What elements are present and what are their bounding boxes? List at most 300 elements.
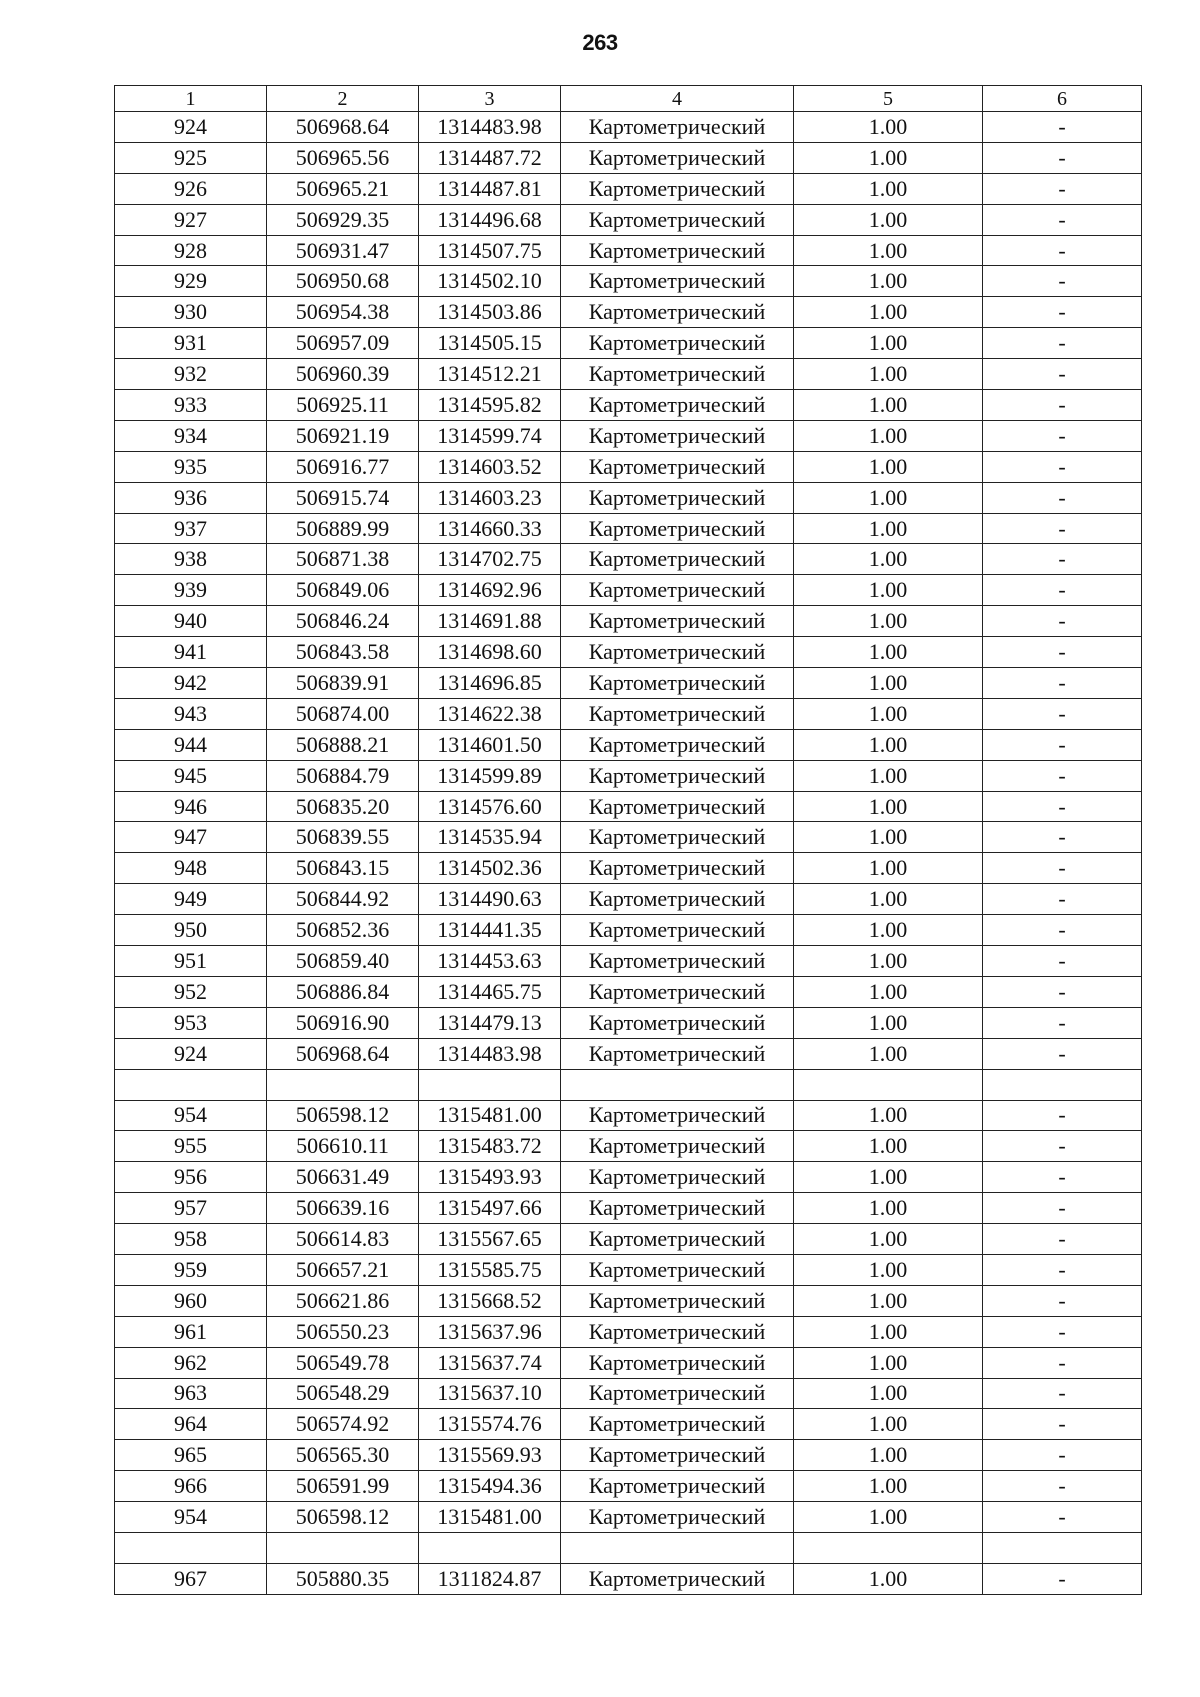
accuracy-cell: 1.00 <box>794 204 983 235</box>
x-coordinate-cell: 506835.20 <box>267 791 419 822</box>
table-row <box>115 1131 1142 1162</box>
header-col-3: 3 <box>419 86 561 112</box>
accuracy-cell: 1.00 <box>794 822 983 853</box>
accuracy-cell: 1.00 <box>794 1471 983 1502</box>
y-coordinate-cell: 1315668.52 <box>419 1285 561 1316</box>
x-coordinate-cell: 506968.64 <box>267 112 419 143</box>
y-coordinate-cell: 1314599.89 <box>419 760 561 791</box>
accuracy-cell: 1.00 <box>794 297 983 328</box>
description-cell: - <box>983 1563 1142 1594</box>
point-number-cell: 943 <box>115 698 267 729</box>
method-cell: Картометрический <box>561 668 794 699</box>
x-coordinate-cell: 506965.56 <box>267 142 419 173</box>
method-cell: Картометрический <box>561 637 794 668</box>
x-coordinate-cell: 506916.77 <box>267 451 419 482</box>
method-cell: Картометрический <box>561 884 794 915</box>
description-cell: - <box>983 112 1142 143</box>
table-row <box>115 142 1142 173</box>
x-coordinate-cell: 506549.78 <box>267 1347 419 1378</box>
method-cell: Картометрический <box>561 698 794 729</box>
x-coordinate-cell: 506925.11 <box>267 390 419 421</box>
accuracy-cell <box>794 1532 983 1563</box>
point-number-cell: 937 <box>115 513 267 544</box>
accuracy-cell: 1.00 <box>794 420 983 451</box>
header-col-6: 6 <box>983 86 1142 112</box>
y-coordinate-cell: 1314622.38 <box>419 698 561 729</box>
table-row <box>115 173 1142 204</box>
description-cell <box>983 1069 1142 1100</box>
point-number-cell: 931 <box>115 328 267 359</box>
table-row <box>115 976 1142 1007</box>
table-header <box>115 86 1142 112</box>
description-cell: - <box>983 1193 1142 1224</box>
accuracy-cell: 1.00 <box>794 791 983 822</box>
x-coordinate-cell: 506657.21 <box>267 1254 419 1285</box>
accuracy-cell: 1.00 <box>794 915 983 946</box>
description-cell: - <box>983 1471 1142 1502</box>
description-cell: - <box>983 451 1142 482</box>
point-number-cell: 956 <box>115 1162 267 1193</box>
method-cell: Картометрический <box>561 544 794 575</box>
table-row <box>115 822 1142 853</box>
accuracy-cell: 1.00 <box>794 1224 983 1255</box>
y-coordinate-cell: 1314696.85 <box>419 668 561 699</box>
y-coordinate-cell: 1315637.96 <box>419 1316 561 1347</box>
x-coordinate-cell: 506886.84 <box>267 976 419 1007</box>
y-coordinate-cell: 1315494.36 <box>419 1471 561 1502</box>
x-coordinate-cell: 506950.68 <box>267 266 419 297</box>
table-row <box>115 297 1142 328</box>
x-coordinate-cell: 506565.30 <box>267 1440 419 1471</box>
accuracy-cell: 1.00 <box>794 1007 983 1038</box>
point-number-cell: 945 <box>115 760 267 791</box>
table-row <box>115 482 1142 513</box>
method-cell: Картометрический <box>561 482 794 513</box>
point-number-cell: 965 <box>115 1440 267 1471</box>
description-cell: - <box>983 1316 1142 1347</box>
accuracy-cell: 1.00 <box>794 112 983 143</box>
y-coordinate-cell: 1314487.72 <box>419 142 561 173</box>
description-cell: - <box>983 420 1142 451</box>
table-row <box>115 1069 1142 1100</box>
y-coordinate-cell: 1314601.50 <box>419 729 561 760</box>
x-coordinate-cell: 506915.74 <box>267 482 419 513</box>
description-cell: - <box>983 760 1142 791</box>
table-row <box>115 1285 1142 1316</box>
x-coordinate-cell <box>267 1532 419 1563</box>
y-coordinate-cell: 1314502.10 <box>419 266 561 297</box>
description-cell: - <box>983 173 1142 204</box>
x-coordinate-cell: 506954.38 <box>267 297 419 328</box>
y-coordinate-cell: 1315574.76 <box>419 1409 561 1440</box>
table-row <box>115 1316 1142 1347</box>
method-cell: Картометрический <box>561 1131 794 1162</box>
point-number-cell: 963 <box>115 1378 267 1409</box>
y-coordinate-cell: 1315569.93 <box>419 1440 561 1471</box>
method-cell <box>561 1069 794 1100</box>
accuracy-cell: 1.00 <box>794 390 983 421</box>
description-cell: - <box>983 791 1142 822</box>
x-coordinate-cell: 506598.12 <box>267 1100 419 1131</box>
description-cell: - <box>983 297 1142 328</box>
method-cell: Картометрический <box>561 575 794 606</box>
y-coordinate-cell: 1314487.81 <box>419 173 561 204</box>
method-cell: Картометрический <box>561 853 794 884</box>
table-row <box>115 513 1142 544</box>
method-cell: Картометрический <box>561 142 794 173</box>
accuracy-cell: 1.00 <box>794 235 983 266</box>
y-coordinate-cell: 1314441.35 <box>419 915 561 946</box>
description-cell: - <box>983 544 1142 575</box>
table-row <box>115 1347 1142 1378</box>
description-cell: - <box>983 1347 1142 1378</box>
point-number-cell: 940 <box>115 606 267 637</box>
point-number-cell: 950 <box>115 915 267 946</box>
description-cell: - <box>983 482 1142 513</box>
point-number-cell <box>115 1069 267 1100</box>
y-coordinate-cell: 1315585.75 <box>419 1254 561 1285</box>
method-cell: Картометрический <box>561 1038 794 1069</box>
table-row <box>115 544 1142 575</box>
point-number-cell: 926 <box>115 173 267 204</box>
point-number-cell: 953 <box>115 1007 267 1038</box>
point-number-cell: 944 <box>115 729 267 760</box>
accuracy-cell: 1.00 <box>794 1254 983 1285</box>
x-coordinate-cell: 505880.35 <box>267 1563 419 1594</box>
method-cell: Картометрический <box>561 390 794 421</box>
y-coordinate-cell: 1314660.33 <box>419 513 561 544</box>
method-cell: Картометрический <box>561 1440 794 1471</box>
accuracy-cell: 1.00 <box>794 1409 983 1440</box>
method-cell: Картометрический <box>561 1316 794 1347</box>
x-coordinate-cell: 506598.12 <box>267 1502 419 1533</box>
method-cell: Картометрический <box>561 1162 794 1193</box>
header-col-1: 1 <box>115 86 267 112</box>
description-cell: - <box>983 575 1142 606</box>
description-cell: - <box>983 204 1142 235</box>
y-coordinate-cell: 1315493.93 <box>419 1162 561 1193</box>
y-coordinate-cell: 1314507.75 <box>419 235 561 266</box>
method-cell: Картометрический <box>561 297 794 328</box>
point-number-cell: 962 <box>115 1347 267 1378</box>
method-cell: Картометрический <box>561 1285 794 1316</box>
table-row <box>115 606 1142 637</box>
point-number-cell: 966 <box>115 1471 267 1502</box>
description-cell: - <box>983 1440 1142 1471</box>
accuracy-cell: 1.00 <box>794 1162 983 1193</box>
table-row <box>115 1378 1142 1409</box>
description-cell: - <box>983 884 1142 915</box>
x-coordinate-cell: 506888.21 <box>267 729 419 760</box>
point-number-cell: 961 <box>115 1316 267 1347</box>
description-cell: - <box>983 698 1142 729</box>
x-coordinate-cell: 506621.86 <box>267 1285 419 1316</box>
table-row <box>115 112 1142 143</box>
description-cell: - <box>983 1038 1142 1069</box>
method-cell: Картометрический <box>561 1007 794 1038</box>
y-coordinate-cell: 1314479.13 <box>419 1007 561 1038</box>
x-coordinate-cell: 506852.36 <box>267 915 419 946</box>
method-cell: Картометрический <box>561 946 794 977</box>
accuracy-cell: 1.00 <box>794 513 983 544</box>
x-coordinate-cell: 506574.92 <box>267 1409 419 1440</box>
description-cell: - <box>983 1100 1142 1131</box>
y-coordinate-cell: 1314512.21 <box>419 359 561 390</box>
x-coordinate-cell: 506874.00 <box>267 698 419 729</box>
accuracy-cell: 1.00 <box>794 575 983 606</box>
table-row <box>115 1440 1142 1471</box>
x-coordinate-cell: 506957.09 <box>267 328 419 359</box>
accuracy-cell: 1.00 <box>794 266 983 297</box>
y-coordinate-cell: 1314483.98 <box>419 1038 561 1069</box>
point-number-cell: 929 <box>115 266 267 297</box>
point-number-cell: 955 <box>115 1131 267 1162</box>
method-cell: Картометрический <box>561 1502 794 1533</box>
table-row <box>115 1193 1142 1224</box>
y-coordinate-cell: 1315481.00 <box>419 1100 561 1131</box>
accuracy-cell: 1.00 <box>794 976 983 1007</box>
y-coordinate-cell: 1314465.75 <box>419 976 561 1007</box>
method-cell: Картометрический <box>561 1193 794 1224</box>
accuracy-cell: 1.00 <box>794 760 983 791</box>
point-number-cell: 925 <box>115 142 267 173</box>
coordinates-table <box>114 85 1142 1595</box>
point-number-cell: 949 <box>115 884 267 915</box>
description-cell: - <box>983 1162 1142 1193</box>
table-row <box>115 1254 1142 1285</box>
description-cell: - <box>983 1007 1142 1038</box>
description-cell <box>983 1532 1142 1563</box>
point-number-cell: 967 <box>115 1563 267 1594</box>
description-cell: - <box>983 668 1142 699</box>
accuracy-cell: 1.00 <box>794 853 983 884</box>
point-number-cell <box>115 1532 267 1563</box>
point-number-cell: 936 <box>115 482 267 513</box>
y-coordinate-cell: 1315567.65 <box>419 1224 561 1255</box>
y-coordinate-cell: 1315637.74 <box>419 1347 561 1378</box>
point-number-cell: 946 <box>115 791 267 822</box>
method-cell: Картометрический <box>561 760 794 791</box>
description-cell: - <box>983 946 1142 977</box>
method-cell: Картометрический <box>561 235 794 266</box>
y-coordinate-cell: 1314535.94 <box>419 822 561 853</box>
table-row <box>115 1471 1142 1502</box>
point-number-cell: 957 <box>115 1193 267 1224</box>
method-cell: Картометрический <box>561 606 794 637</box>
point-number-cell: 934 <box>115 420 267 451</box>
method-cell: Картометрический <box>561 204 794 235</box>
method-cell: Картометрический <box>561 729 794 760</box>
y-coordinate-cell: 1314490.63 <box>419 884 561 915</box>
table-row <box>115 915 1142 946</box>
method-cell: Картометрический <box>561 1347 794 1378</box>
method-cell: Картометрический <box>561 976 794 1007</box>
method-cell: Картометрический <box>561 1224 794 1255</box>
x-coordinate-cell: 506610.11 <box>267 1131 419 1162</box>
y-coordinate-cell: 1314483.98 <box>419 112 561 143</box>
table-row <box>115 1563 1142 1594</box>
table-row <box>115 946 1142 977</box>
y-coordinate-cell: 1314599.74 <box>419 420 561 451</box>
point-number-cell: 928 <box>115 235 267 266</box>
point-number-cell: 948 <box>115 853 267 884</box>
y-coordinate-cell: 1314502.36 <box>419 853 561 884</box>
x-coordinate-cell: 506921.19 <box>267 420 419 451</box>
description-cell: - <box>983 328 1142 359</box>
accuracy-cell: 1.00 <box>794 482 983 513</box>
accuracy-cell: 1.00 <box>794 451 983 482</box>
accuracy-cell: 1.00 <box>794 1285 983 1316</box>
point-number-cell: 927 <box>115 204 267 235</box>
y-coordinate-cell <box>419 1069 561 1100</box>
x-coordinate-cell: 506631.49 <box>267 1162 419 1193</box>
x-coordinate-cell: 506591.99 <box>267 1471 419 1502</box>
accuracy-cell: 1.00 <box>794 142 983 173</box>
y-coordinate-cell: 1314576.60 <box>419 791 561 822</box>
description-cell: - <box>983 853 1142 884</box>
method-cell: Картометрический <box>561 359 794 390</box>
x-coordinate-cell: 506968.64 <box>267 1038 419 1069</box>
y-coordinate-cell: 1314453.63 <box>419 946 561 977</box>
description-cell: - <box>983 235 1142 266</box>
y-coordinate-cell: 1314698.60 <box>419 637 561 668</box>
description-cell: - <box>983 142 1142 173</box>
description-cell: - <box>983 1285 1142 1316</box>
x-coordinate-cell: 506884.79 <box>267 760 419 791</box>
x-coordinate-cell: 506859.40 <box>267 946 419 977</box>
accuracy-cell: 1.00 <box>794 1378 983 1409</box>
method-cell: Картометрический <box>561 1409 794 1440</box>
x-coordinate-cell: 506550.23 <box>267 1316 419 1347</box>
description-cell: - <box>983 1224 1142 1255</box>
header-row <box>115 86 1142 112</box>
description-cell: - <box>983 606 1142 637</box>
y-coordinate-cell: 1315481.00 <box>419 1502 561 1533</box>
table-row <box>115 791 1142 822</box>
point-number-cell: 958 <box>115 1224 267 1255</box>
y-coordinate-cell: 1314691.88 <box>419 606 561 637</box>
table-row <box>115 266 1142 297</box>
accuracy-cell: 1.00 <box>794 606 983 637</box>
x-coordinate-cell: 506889.99 <box>267 513 419 544</box>
x-coordinate-cell: 506844.92 <box>267 884 419 915</box>
accuracy-cell: 1.00 <box>794 729 983 760</box>
method-cell: Картометрический <box>561 791 794 822</box>
method-cell: Картометрический <box>561 420 794 451</box>
accuracy-cell: 1.00 <box>794 1440 983 1471</box>
y-coordinate-cell: 1315637.10 <box>419 1378 561 1409</box>
accuracy-cell: 1.00 <box>794 173 983 204</box>
method-cell: Картометрический <box>561 1471 794 1502</box>
accuracy-cell: 1.00 <box>794 1131 983 1162</box>
description-cell: - <box>983 822 1142 853</box>
x-coordinate-cell: 506871.38 <box>267 544 419 575</box>
table-body <box>115 112 1142 1595</box>
accuracy-cell: 1.00 <box>794 1347 983 1378</box>
accuracy-cell: 1.00 <box>794 1563 983 1594</box>
page-number: 263 <box>582 30 618 55</box>
point-number-cell: 924 <box>115 1038 267 1069</box>
point-number-cell: 964 <box>115 1409 267 1440</box>
method-cell: Картометрический <box>561 513 794 544</box>
x-coordinate-cell: 506931.47 <box>267 235 419 266</box>
y-coordinate-cell: 1314603.23 <box>419 482 561 513</box>
table-row <box>115 359 1142 390</box>
table-row <box>115 328 1142 359</box>
point-number-cell: 941 <box>115 637 267 668</box>
method-cell: Картометрический <box>561 328 794 359</box>
method-cell: Картометрический <box>561 173 794 204</box>
accuracy-cell: 1.00 <box>794 544 983 575</box>
method-cell: Картометрический <box>561 822 794 853</box>
accuracy-cell: 1.00 <box>794 946 983 977</box>
table-row <box>115 1100 1142 1131</box>
description-cell: - <box>983 390 1142 421</box>
accuracy-cell: 1.00 <box>794 884 983 915</box>
description-cell: - <box>983 915 1142 946</box>
description-cell: - <box>983 1254 1142 1285</box>
y-coordinate-cell: 1315497.66 <box>419 1193 561 1224</box>
point-number-cell: 939 <box>115 575 267 606</box>
accuracy-cell: 1.00 <box>794 1193 983 1224</box>
point-number-cell: 924 <box>115 112 267 143</box>
point-number-cell: 954 <box>115 1100 267 1131</box>
accuracy-cell: 1.00 <box>794 359 983 390</box>
method-cell: Картометрический <box>561 915 794 946</box>
x-coordinate-cell: 506839.91 <box>267 668 419 699</box>
accuracy-cell: 1.00 <box>794 668 983 699</box>
method-cell: Картометрический <box>561 451 794 482</box>
point-number-cell: 942 <box>115 668 267 699</box>
point-number-cell: 954 <box>115 1502 267 1533</box>
description-cell: - <box>983 513 1142 544</box>
description-cell: - <box>983 637 1142 668</box>
point-number-cell: 938 <box>115 544 267 575</box>
table-row <box>115 420 1142 451</box>
description-cell: - <box>983 1409 1142 1440</box>
table-row <box>115 1502 1142 1533</box>
method-cell: Картометрический <box>561 1378 794 1409</box>
description-cell: - <box>983 1502 1142 1533</box>
table-row <box>115 451 1142 482</box>
table-row <box>115 575 1142 606</box>
x-coordinate-cell: 506960.39 <box>267 359 419 390</box>
accuracy-cell: 1.00 <box>794 1038 983 1069</box>
x-coordinate-cell: 506548.29 <box>267 1378 419 1409</box>
point-number-cell: 959 <box>115 1254 267 1285</box>
x-coordinate-cell: 506843.58 <box>267 637 419 668</box>
point-number-cell: 930 <box>115 297 267 328</box>
point-number-cell: 960 <box>115 1285 267 1316</box>
x-coordinate-cell: 506929.35 <box>267 204 419 235</box>
accuracy-cell: 1.00 <box>794 1316 983 1347</box>
method-cell: Картометрический <box>561 1254 794 1285</box>
table-row <box>115 1038 1142 1069</box>
table-row <box>115 853 1142 884</box>
y-coordinate-cell: 1314603.52 <box>419 451 561 482</box>
x-coordinate-cell: 506839.55 <box>267 822 419 853</box>
table-row <box>115 1007 1142 1038</box>
table-row <box>115 698 1142 729</box>
method-cell: Картометрический <box>561 1100 794 1131</box>
table-row <box>115 1409 1142 1440</box>
y-coordinate-cell: 1311824.87 <box>419 1563 561 1594</box>
y-coordinate-cell: 1315483.72 <box>419 1131 561 1162</box>
table-row <box>115 729 1142 760</box>
table-row <box>115 884 1142 915</box>
y-coordinate-cell <box>419 1532 561 1563</box>
y-coordinate-cell: 1314692.96 <box>419 575 561 606</box>
